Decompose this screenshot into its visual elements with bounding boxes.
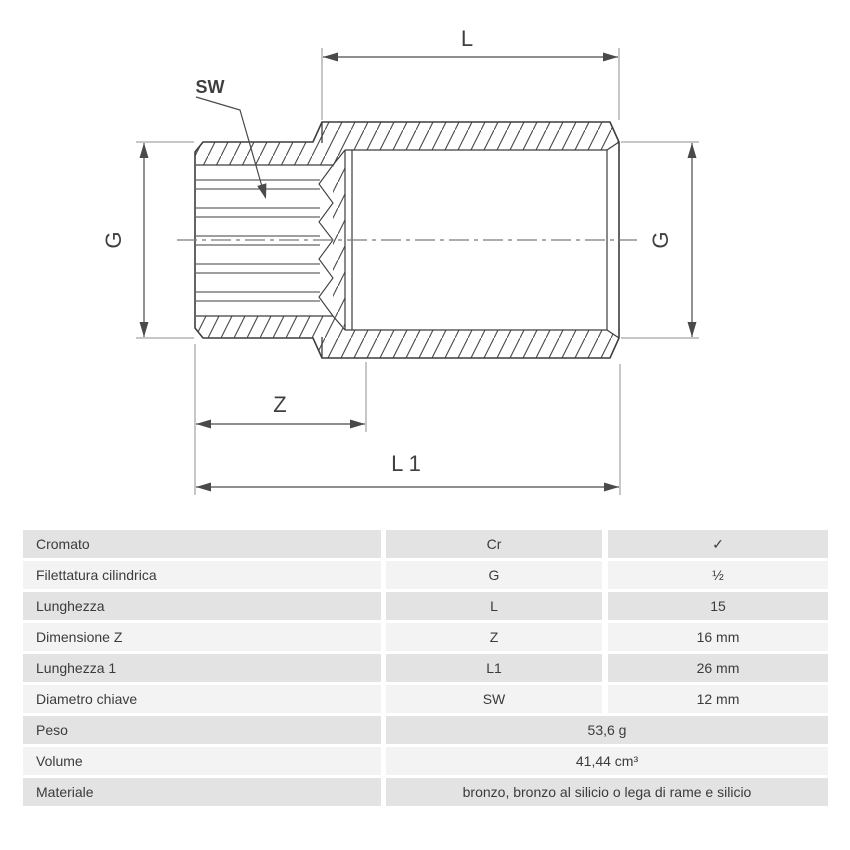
dim-label-Z: Z (273, 392, 287, 417)
spec-label: Cromato (23, 530, 381, 558)
dim-label-SW: SW (195, 77, 225, 97)
spec-value: 15 (608, 592, 828, 620)
spec-value: 12 mm (608, 685, 828, 713)
table-row (23, 685, 828, 713)
dim-label-L: L (460, 26, 474, 51)
dim-label-L1: L 1 (391, 451, 421, 476)
table-row (23, 747, 828, 775)
arrowheads (140, 53, 697, 492)
spec-value: 41,44 cm³ (386, 747, 828, 775)
spec-value: ✓ (608, 530, 828, 558)
table-row (23, 654, 828, 682)
spec-table (23, 530, 828, 809)
dim-label-G-left: G (101, 231, 126, 249)
spec-value: 16 mm (608, 623, 828, 651)
spec-label: Lunghezza 1 (23, 654, 381, 682)
spec-label: Volume (23, 747, 381, 775)
table-row (23, 592, 828, 620)
spec-value: 26 mm (608, 654, 828, 682)
spec-label: Filettatura cilindrica (23, 561, 381, 589)
spec-symbol: SW (386, 685, 602, 713)
spec-symbol: Cr (386, 530, 602, 558)
table-row (23, 716, 828, 744)
dim-label-G-right: G (648, 231, 673, 249)
spec-symbol: L (386, 592, 602, 620)
table-row (23, 561, 828, 589)
table-row (23, 530, 828, 558)
spec-value: 53,6 g (386, 716, 828, 744)
extension-lines (136, 48, 699, 495)
spec-symbol: L1 (386, 654, 602, 682)
table-row (23, 778, 828, 806)
spec-symbol: Z (386, 623, 602, 651)
spec-label: Materiale (23, 778, 381, 806)
spec-label: Diametro chiave (23, 685, 381, 713)
spec-symbol: G (386, 561, 602, 589)
spec-label: Lunghezza (23, 592, 381, 620)
spec-label: Dimensione Z (23, 623, 381, 651)
spec-value: bronzo, bronzo al silicio o lega di rame e silicio (386, 778, 828, 806)
sw-arrowhead (257, 183, 266, 199)
table-row (23, 623, 828, 651)
spec-label: Peso (23, 716, 381, 744)
spec-value: ½ (608, 561, 828, 589)
